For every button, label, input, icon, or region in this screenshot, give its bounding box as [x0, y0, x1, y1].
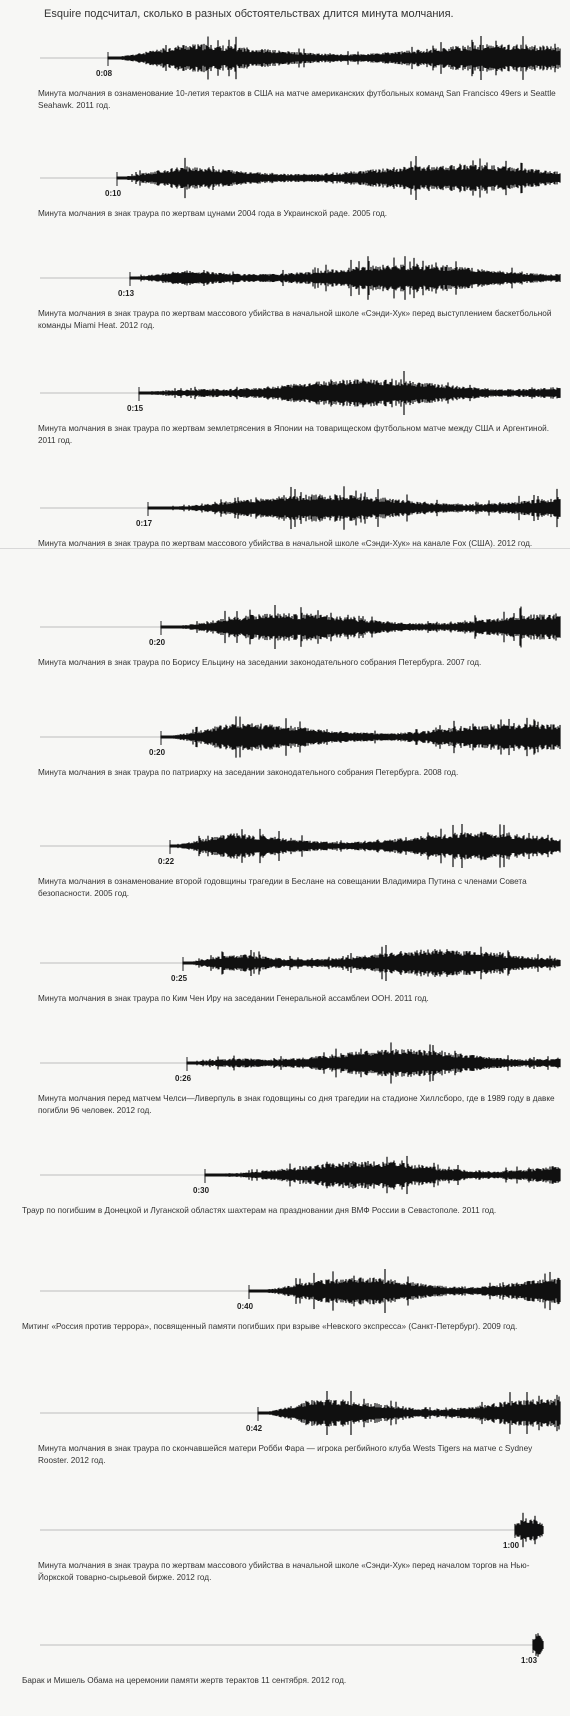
- caption: Минута молчания в знак траура по жертвам землетрясения в Японии на товарищеском футбольном матче между США и Аргентиной. 2011 год.: [38, 424, 549, 445]
- waveform-row: [0, 597, 570, 677]
- waveform: [108, 36, 560, 80]
- time-label: 0:26: [175, 1074, 192, 1083]
- waveform: [205, 1156, 560, 1194]
- time-label: 0:13: [118, 289, 135, 298]
- waveform: [170, 824, 560, 868]
- waveform-row: [0, 28, 570, 108]
- time-label: 0:20: [149, 748, 166, 757]
- time-label: 0:17: [136, 519, 153, 528]
- caption: Траур по погибшим в Донецкой и Луганской областях шахтерам на праздновании дня ВМФ России в Севастополе. 2011 год.: [22, 1206, 497, 1215]
- caption: Минута молчания в ознаменование 10-летия терактов в США на матче американских футбольных команд San Francisco 49ers и Seattle Seahawk. 2011 год.: [38, 89, 556, 110]
- waveform: [161, 605, 560, 649]
- waveform: [148, 486, 560, 529]
- caption: Минута молчания в знак траура по Ким Чен Иру на заседании Генеральной ассамблеи ООН. 2011 год.: [38, 994, 429, 1003]
- waveform-row: [0, 1261, 570, 1341]
- time-label: 0:25: [171, 974, 188, 983]
- waveform-row: [0, 816, 570, 896]
- waveform-row: [0, 707, 570, 787]
- time-label: 0:10: [105, 189, 122, 198]
- caption: Барак и Мишель Обама на церемонии памяти жертв терактов 11 сентября. 2012 год.: [22, 1676, 347, 1685]
- caption: Минута молчания в ознаменование второй годовщины трагедии в Беслане на совещании Владимира Путина с членами Совета безопасности. 2005 год.: [38, 877, 527, 898]
- waveform: [187, 1042, 560, 1083]
- caption: Митинг «Россия против террора», посвященный памяти погибших при взрыве «Невского экспресса» (Санкт-Петербург). 2009 год.: [22, 1322, 518, 1331]
- time-label: 0:42: [246, 1424, 263, 1433]
- time-label: 0:30: [193, 1186, 210, 1195]
- waveform-row: [0, 1033, 570, 1113]
- waveform-row: [0, 1615, 570, 1695]
- time-label: 1:00: [503, 1541, 520, 1550]
- waveform-row: [0, 933, 570, 1013]
- waveform-row: [0, 148, 570, 228]
- waveform: [117, 156, 560, 200]
- waveform-row: [0, 1383, 570, 1463]
- waveform: [515, 1513, 543, 1547]
- waveform: [139, 371, 560, 415]
- time-label: 0:40: [237, 1302, 254, 1311]
- waveform-row: [0, 248, 570, 328]
- caption: Минута молчания в знак траура по Борису Ельцину на заседании законодательного собрания Петербурга. 2007 год.: [38, 658, 482, 667]
- caption: Минута молчания в знак траура по жертвам массового убийства в начальной школе «Сэнди-Хук» на канале Fox (США). 2012 год.: [38, 539, 533, 548]
- caption: Минута молчания в знак траура по жертвам массового убийства в начальной школе «Сэнди-Хук» перед выступлением баскетбольной команды Miami Heat. 2012 год.: [38, 309, 552, 330]
- caption: Минута молчания в знак траура по жертвам цунами 2004 года в Украинской раде. 2005 год.: [38, 209, 388, 218]
- waveform: [258, 1391, 560, 1435]
- time-label: 0:20: [149, 638, 166, 647]
- time-label: 0:15: [127, 404, 144, 413]
- waveform-row: [0, 1145, 570, 1225]
- caption: Минута молчания в знак траура по скончавшейся матери Робби Фара — игрока регбийного клуба Wests Tigers на матче с Sydney Rooster. 2012 год.: [38, 1444, 533, 1465]
- caption: Минута молчания перед матчем Челси—Ливерпуль в знак годовщины со дня трагедии на стадионе Хиллсборо, где в 1989 году в давке погибли 96 человек. 2012 год.: [38, 1094, 555, 1115]
- waveform: [130, 256, 560, 300]
- time-label: 1:03: [521, 1656, 538, 1665]
- waveform: [533, 1633, 543, 1656]
- waveform: [249, 1269, 560, 1313]
- chart-title: Esquire подсчитал, сколько в разных обстоятельствах длится минута молчания.: [44, 8, 454, 20]
- caption: Минута молчания в знак траура по патриарху на заседании законодательного собрания Петербурга. 2008 год.: [38, 768, 459, 777]
- caption: Минута молчания в знак траура по жертвам массового убийства в начальной школе «Сэнди-Хук» перед началом торгов на Нью-Йоркской товарно-сырьевой бирже. 2012 год.: [38, 1561, 530, 1582]
- waveform-row: [0, 1500, 570, 1580]
- waveform-row: [0, 363, 570, 443]
- waveform-row: [0, 478, 570, 558]
- divider: [0, 548, 570, 549]
- time-label: 0:08: [96, 69, 113, 78]
- waveform: [183, 945, 560, 981]
- time-label: 0:22: [158, 857, 175, 866]
- waveform: [161, 716, 560, 757]
